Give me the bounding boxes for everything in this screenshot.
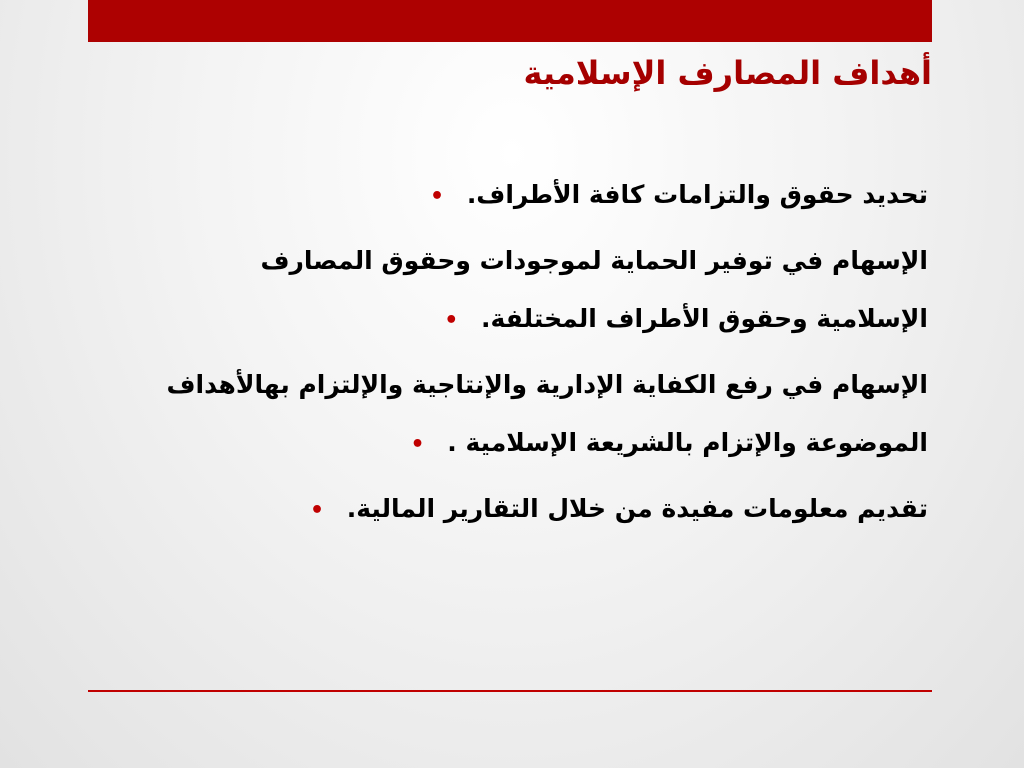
bullet-point-icon: • <box>309 498 325 523</box>
bullet-item <box>148 166 928 226</box>
header-accent-bar <box>88 0 932 42</box>
bullet-point-icon: • <box>430 184 445 209</box>
bullet-item <box>148 356 928 474</box>
bullet-text: تقديم معلومات مفيدة من خلال التقارير المالية. <box>346 494 928 523</box>
footer-divider <box>88 690 932 692</box>
bullet-point-icon: • <box>410 432 425 457</box>
bullet-text: الإسهام في توفير الحماية لموجودات وحقوق المصارف الإسلامية وحقوق الأطراف المختلفة. <box>260 246 928 333</box>
bullet-text: تحديد حقوق والتزامات كافة الأطراف. <box>466 180 928 209</box>
bullet-item <box>148 232 928 350</box>
bullet-item <box>148 480 928 540</box>
slide-title: أهداف المصارف الإسلامية <box>523 54 932 92</box>
bullet-point-icon: • <box>444 308 459 333</box>
bullet-list <box>148 166 928 546</box>
bullet-text: الإسهام في رفع الكفاية الإدارية والإنتاجية والإلتزام بهالأهداف الموضوعة والإتزام بالشريعة الإسلامية . <box>166 370 928 457</box>
